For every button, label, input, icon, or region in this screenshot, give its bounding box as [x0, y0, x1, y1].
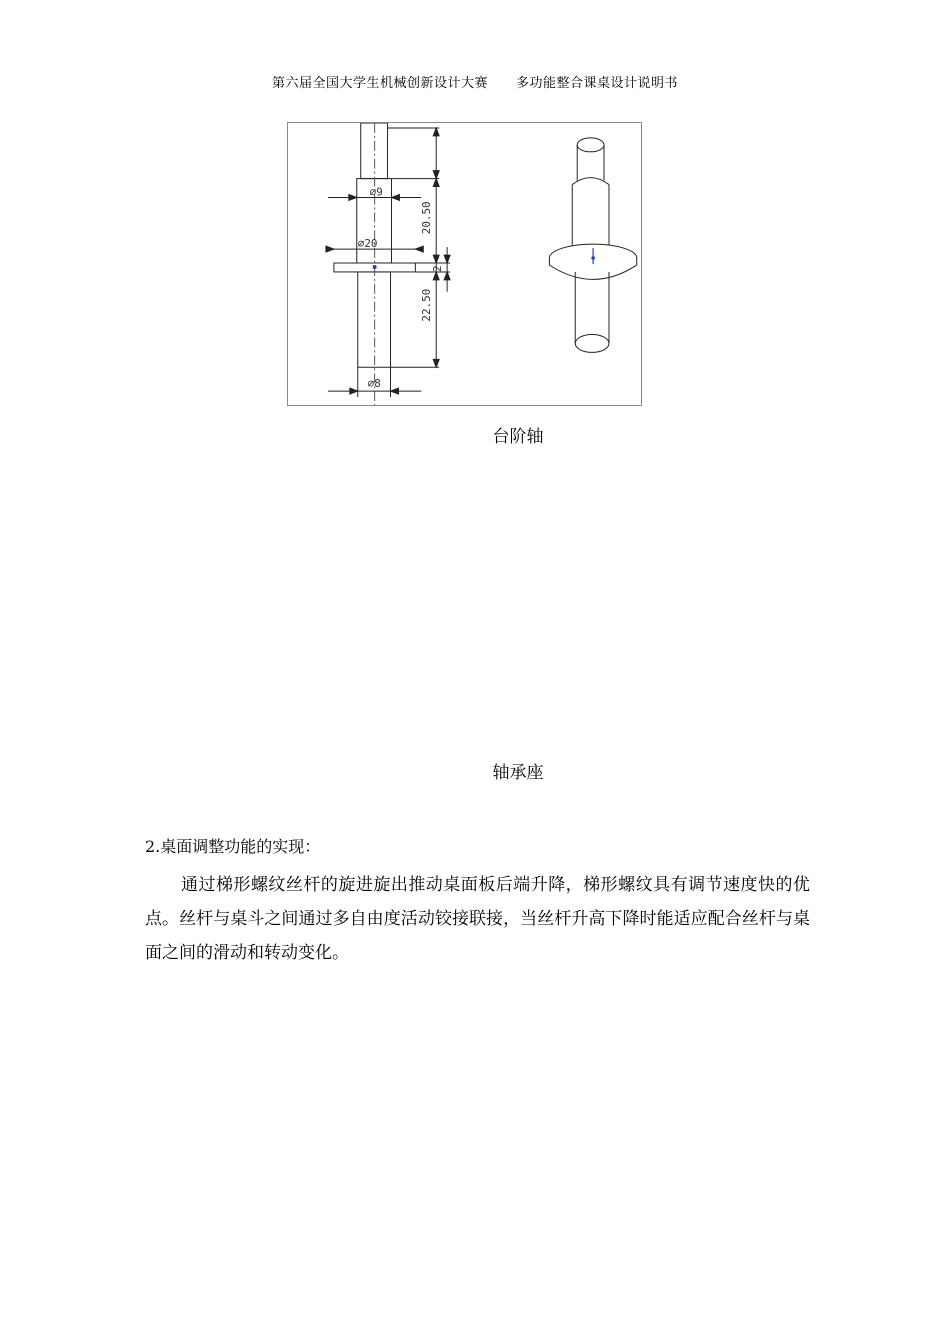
shaft-isometric-view — [549, 138, 636, 352]
dim-length-20-50: 20.50 — [420, 201, 434, 235]
stepped-shaft-drawing — [287, 122, 642, 406]
page-header — [0, 72, 950, 91]
dim-diameter-9: ∅9 — [369, 185, 383, 199]
shaft-top-segment — [361, 123, 388, 179]
dim-diameter-8: ∅8 — [367, 377, 381, 391]
origin-marker — [373, 265, 377, 269]
header-document-title: 多功能整合课桌设计说明书 — [516, 76, 679, 91]
section-heading: 2.桌面调整功能的实现： — [145, 837, 321, 856]
dim-length-22-50: 22.50 — [420, 288, 434, 322]
dim-length-2: 2 — [431, 265, 445, 272]
header-competition-title: 第六届全国大学生机械创新设计大赛 — [271, 76, 488, 91]
dim-diameter-20: ∅20 — [357, 237, 378, 251]
stepped-shaft-svg — [288, 123, 641, 405]
section-paragraph: 通过梯形螺纹丝杆的旋进旋出推动桌面板后端升降，梯形螺纹具有调节速度快的优点。丝杆与桌斗之间通过多自由度活动铰接联接，当丝杆升高下降时能适应配合丝杆与桌面之间的滑动和转动变化。 — [145, 875, 810, 963]
figure-caption-bearing-seat: 轴承座 — [492, 763, 544, 783]
figure-caption-stepped-shaft: 台阶轴 — [492, 427, 544, 447]
